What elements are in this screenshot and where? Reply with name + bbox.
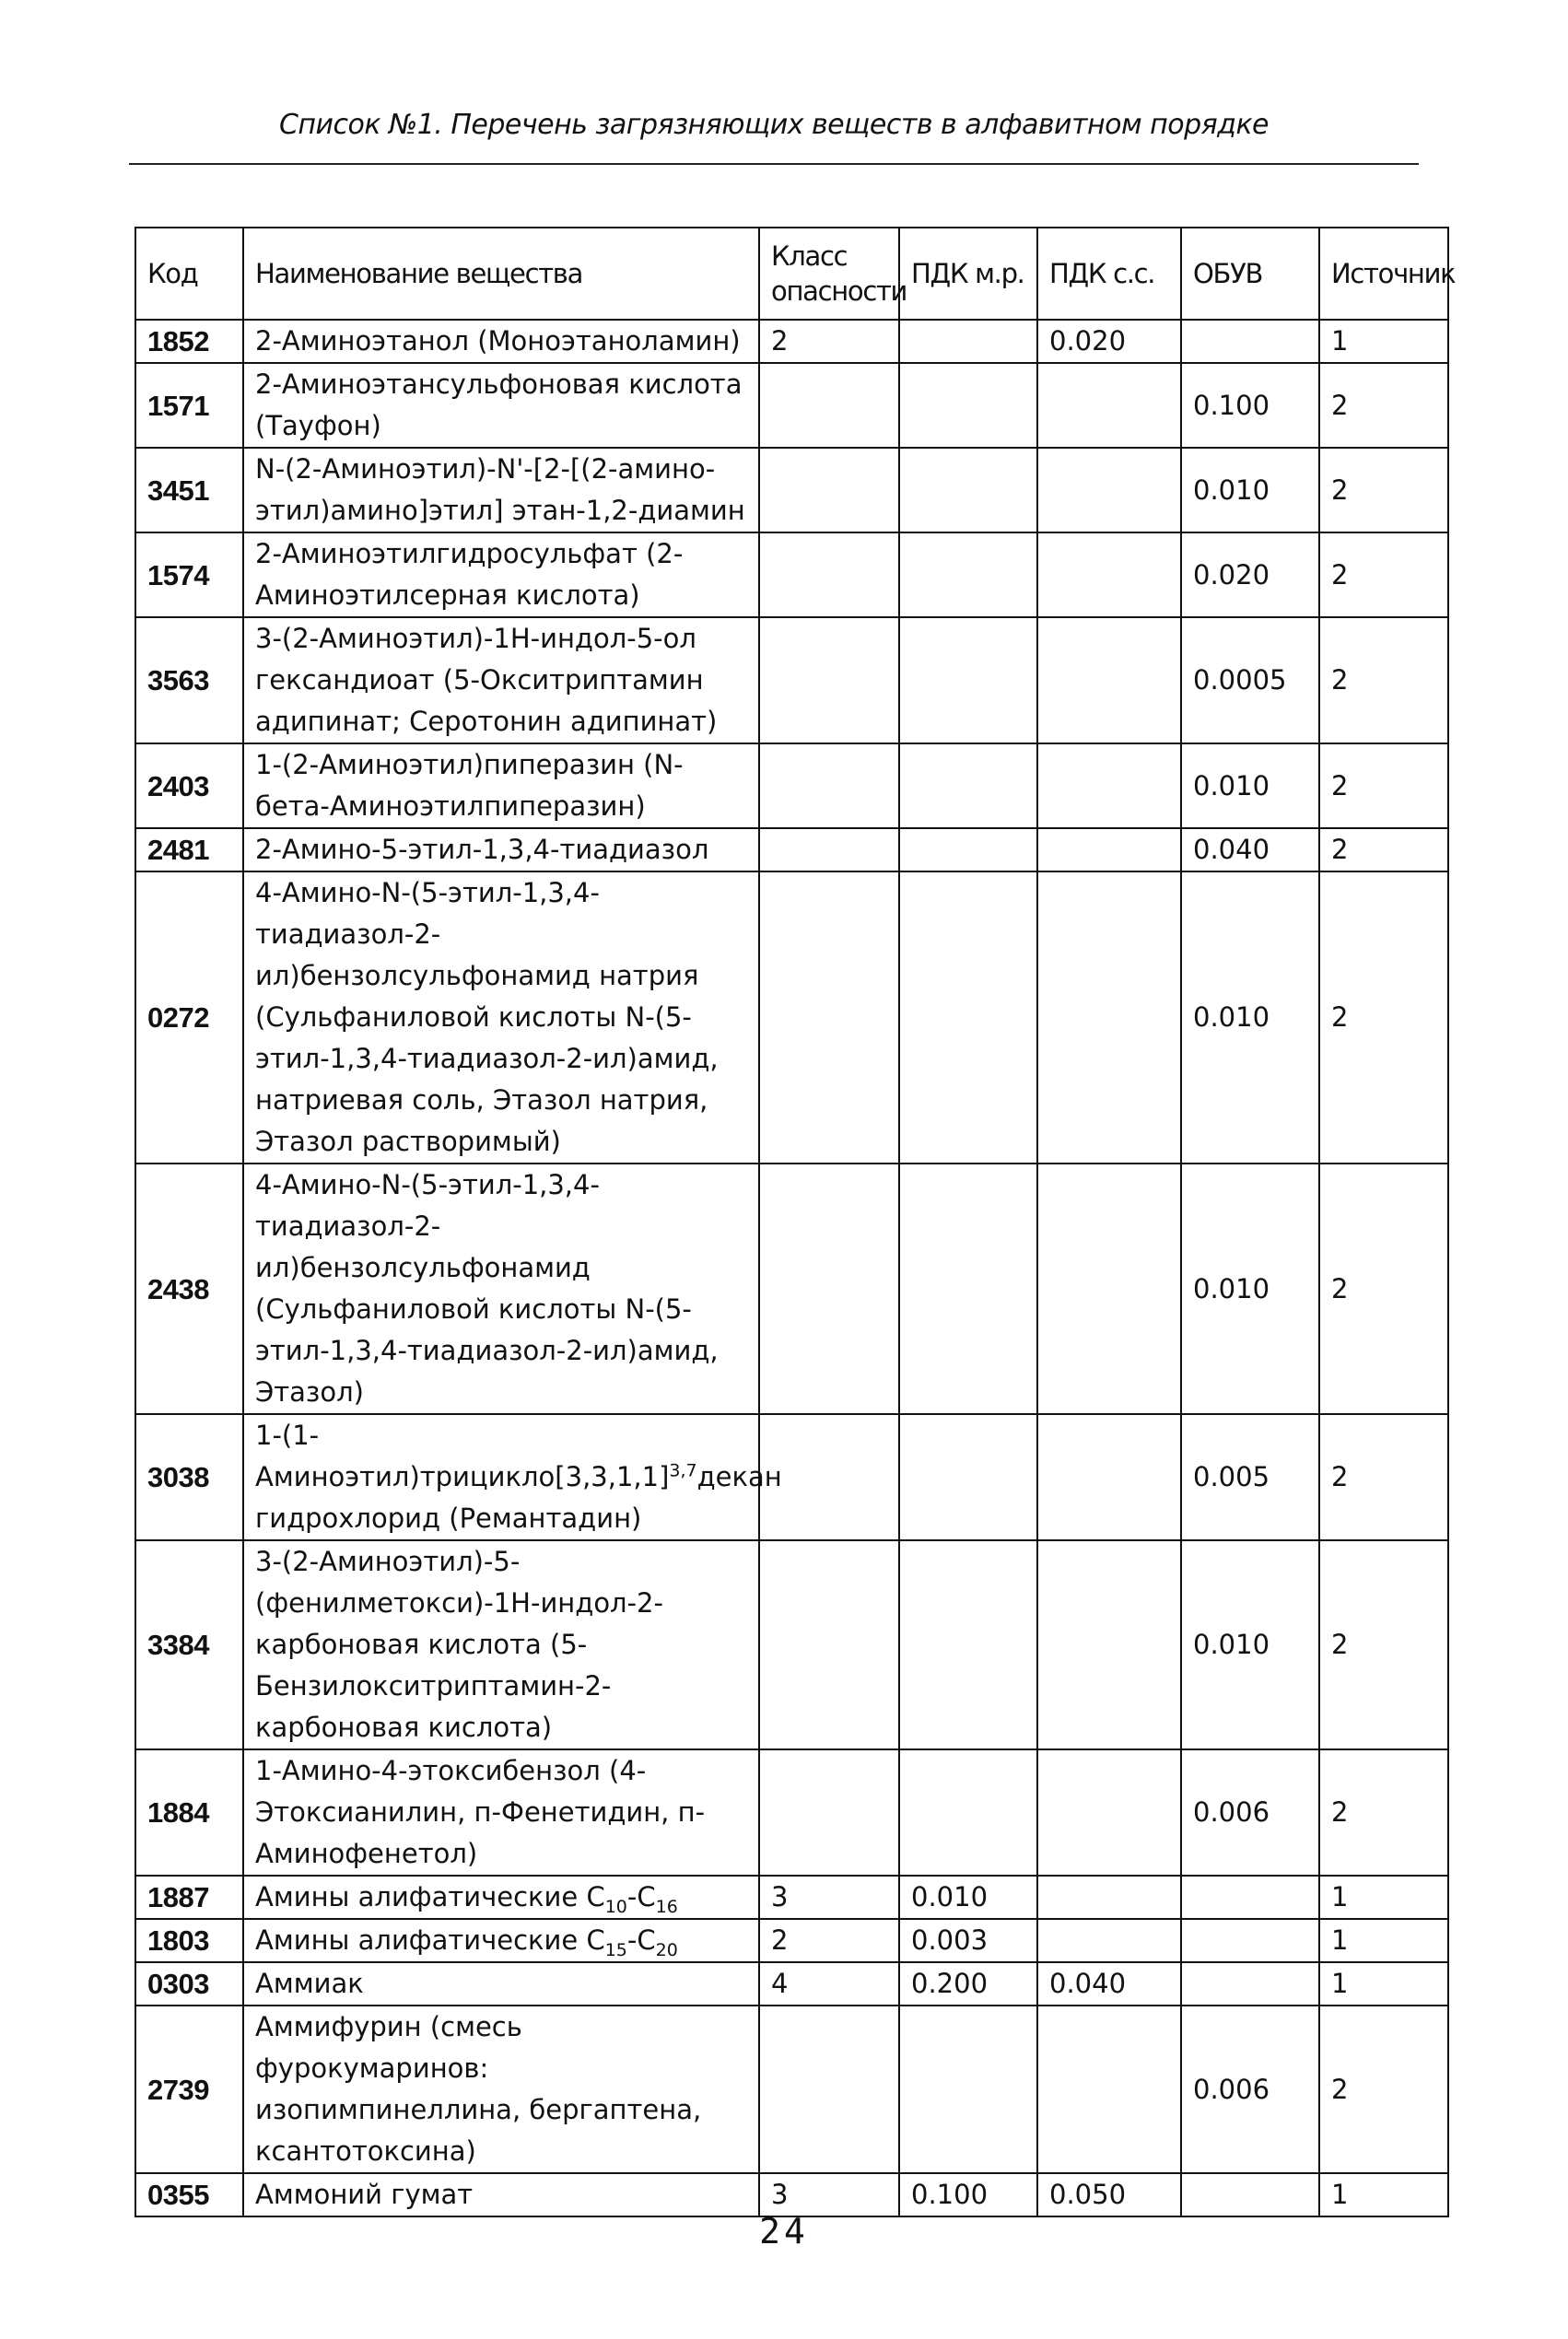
cell-obuv <box>1181 320 1319 363</box>
cell-obuv: 0.010 <box>1181 871 1319 1164</box>
table-row <box>135 1962 1448 2006</box>
cell-source: 2 <box>1319 828 1448 871</box>
cell-obuv: 0.010 <box>1181 448 1319 532</box>
cell-code: 3563 <box>135 617 243 743</box>
cell-code: 1571 <box>135 363 243 448</box>
cell-hazard <box>759 617 899 743</box>
cell-pdk-ss <box>1037 828 1181 871</box>
table-row <box>135 871 1448 1164</box>
cell-source: 2 <box>1319 1540 1448 1749</box>
cell-pdk-mr <box>899 617 1037 743</box>
cell-obuv: 0.006 <box>1181 2006 1319 2173</box>
cell-pdk-ss <box>1037 1164 1181 1414</box>
cell-pdk-mr: 0.010 <box>899 1876 1037 1919</box>
cell-source: 1 <box>1319 1962 1448 2006</box>
cell-pdk-ss <box>1037 617 1181 743</box>
cell-obuv: 0.020 <box>1181 532 1319 617</box>
cell-hazard <box>759 448 899 532</box>
table-row <box>135 532 1448 617</box>
cell-hazard: 3 <box>759 1876 899 1919</box>
cell-source: 2 <box>1319 448 1448 532</box>
column-header-pdk-mr: ПДК м.р. <box>899 228 1037 320</box>
cell-code: 1574 <box>135 532 243 617</box>
table-row <box>135 448 1448 532</box>
cell-pdk-mr <box>899 448 1037 532</box>
cell-obuv <box>1181 1962 1319 2006</box>
cell-name-part: 1-(1-Аминоэтил)трицикло[3,3,1,1] <box>255 1420 670 1492</box>
cell-name-mid: -C <box>626 1924 656 1956</box>
cell-hazard: 2 <box>759 1919 899 1962</box>
cell-pdk-mr <box>899 871 1037 1164</box>
table-row <box>135 1540 1448 1749</box>
substances-table <box>135 227 1456 2217</box>
cell-name: N-(2-Аминоэтил)-N'-[2-[(2-амино-этил)амино]этил] этан-1,2-диамин <box>243 448 759 532</box>
cell-pdk-mr <box>899 2006 1037 2173</box>
cell-code: 1884 <box>135 1749 243 1876</box>
cell-hazard <box>759 363 899 448</box>
cell-pdk-mr: 0.003 <box>899 1919 1037 1962</box>
cell-name <box>243 1876 759 1919</box>
cell-name <box>243 1919 759 1962</box>
cell-code: 1887 <box>135 1876 243 1919</box>
cell-code: 3038 <box>135 1414 243 1540</box>
cell-name: 2-Аминоэтансульфоновая кислота (Тауфон) <box>243 363 759 448</box>
cell-name-part: Амины алифатические C <box>255 1881 605 1912</box>
cell-obuv: 0.0005 <box>1181 617 1319 743</box>
column-header-pdk-ss: ПДК с.с. <box>1037 228 1181 320</box>
cell-hazard <box>759 532 899 617</box>
cell-pdk-mr: 0.200 <box>899 1962 1037 2006</box>
cell-obuv <box>1181 1876 1319 1919</box>
cell-code: 2481 <box>135 828 243 871</box>
table-row <box>135 1919 1448 1962</box>
table-row <box>135 1164 1448 1414</box>
table-row <box>135 363 1448 448</box>
cell-code: 2403 <box>135 743 243 828</box>
cell-hazard <box>759 1749 899 1876</box>
cell-hazard <box>759 1540 899 1749</box>
table-row <box>135 1876 1448 1919</box>
cell-pdk-ss <box>1037 1919 1181 1962</box>
cell-name-tail: декан гидрохлорид (Ремантадин) <box>255 1461 782 1534</box>
table-row <box>135 1414 1448 1540</box>
cell-pdk-ss: 0.020 <box>1037 320 1181 363</box>
cell-name-subscript: 16 <box>655 1896 678 1917</box>
cell-hazard <box>759 1164 899 1414</box>
cell-pdk-mr <box>899 828 1037 871</box>
cell-obuv: 0.040 <box>1181 828 1319 871</box>
table-row <box>135 743 1448 828</box>
cell-name: 3-(2-Аминоэтил)-1Н-индол-5-ол гександиоат (5-Окситриптамин адипинат; Серотонин адипинат) <box>243 617 759 743</box>
cell-name: Аммоний гумат <box>243 2173 759 2216</box>
table-header-row <box>135 228 1448 320</box>
cell-pdk-mr <box>899 743 1037 828</box>
cell-code: 1803 <box>135 1919 243 1962</box>
header-rule <box>129 163 1419 165</box>
cell-name: 4-Амино-N-(5-этил-1,3,4-тиадиазол-2-ил)бензолсульфонамид натрия (Сульфаниловой кислоты N-(5-этил-1,3,4-тиадиазол-2-ил)амид, натриевая соль, Этазол натрия, Этазол растворимый) <box>243 871 759 1164</box>
cell-name-part: Амины алифатические C <box>255 1924 605 1956</box>
cell-name: Аммиак <box>243 1962 759 2006</box>
cell-name: 1-(2-Аминоэтил)пиперазин (N-бета-Аминоэтилпиперазин) <box>243 743 759 828</box>
cell-hazard: 4 <box>759 1962 899 2006</box>
cell-pdk-mr <box>899 1414 1037 1540</box>
cell-hazard <box>759 871 899 1164</box>
cell-source: 2 <box>1319 2006 1448 2173</box>
cell-code: 0303 <box>135 1962 243 2006</box>
cell-pdk-ss <box>1037 363 1181 448</box>
cell-source: 2 <box>1319 363 1448 448</box>
cell-pdk-ss <box>1037 2006 1181 2173</box>
cell-pdk-ss <box>1037 1414 1181 1540</box>
cell-pdk-mr <box>899 1164 1037 1414</box>
page-header: Список №1. Перечень загрязняющих веществ в алфавитном порядке <box>278 109 1270 141</box>
column-header-obuv: ОБУВ <box>1181 228 1319 320</box>
column-header-hazard: Класс опасности <box>759 228 899 320</box>
cell-obuv: 0.006 <box>1181 1749 1319 1876</box>
cell-code: 2438 <box>135 1164 243 1414</box>
column-header-name: Наименование вещества <box>243 228 759 320</box>
cell-source: 2 <box>1319 1749 1448 1876</box>
cell-obuv: 0.010 <box>1181 1540 1319 1749</box>
cell-hazard: 2 <box>759 320 899 363</box>
table-row <box>135 2173 1448 2216</box>
table-row <box>135 617 1448 743</box>
cell-obuv: 0.005 <box>1181 1414 1319 1540</box>
cell-source: 2 <box>1319 1164 1448 1414</box>
page-number: 24 <box>759 2211 809 2251</box>
cell-code: 3384 <box>135 1540 243 1749</box>
cell-code: 0272 <box>135 871 243 1164</box>
cell-source: 2 <box>1319 1414 1448 1540</box>
cell-name-subscript: 20 <box>655 1939 678 1960</box>
column-header-source: Источник <box>1319 228 1448 320</box>
cell-name: 3-(2-Аминоэтил)-5-(фенилметокси)-1Н-индол-2-карбоновая кислота (5-Бензилокситриптамин-2-карбоновая кислота) <box>243 1540 759 1749</box>
cell-hazard: 3 <box>759 2173 899 2216</box>
cell-source: 1 <box>1319 1919 1448 1962</box>
cell-pdk-ss <box>1037 448 1181 532</box>
cell-name-mid: -C <box>626 1881 656 1912</box>
cell-pdk-mr <box>899 320 1037 363</box>
cell-obuv: 0.010 <box>1181 1164 1319 1414</box>
cell-pdk-ss <box>1037 1540 1181 1749</box>
cell-pdk-ss: 0.050 <box>1037 2173 1181 2216</box>
cell-name-superscript: 3,7 <box>669 1460 697 1481</box>
cell-source: 1 <box>1319 1876 1448 1919</box>
cell-code: 0355 <box>135 2173 243 2216</box>
cell-source: 1 <box>1319 320 1448 363</box>
cell-name-subscript: 10 <box>604 1896 627 1917</box>
cell-hazard <box>759 2006 899 2173</box>
cell-pdk-ss <box>1037 743 1181 828</box>
cell-source: 2 <box>1319 617 1448 743</box>
cell-hazard <box>759 743 899 828</box>
cell-source: 2 <box>1319 532 1448 617</box>
cell-code: 1852 <box>135 320 243 363</box>
cell-pdk-ss <box>1037 1876 1181 1919</box>
cell-pdk-ss <box>1037 1749 1181 1876</box>
cell-source: 2 <box>1319 871 1448 1164</box>
cell-name: 2-Аминоэтанол (Моноэтаноламин) <box>243 320 759 363</box>
table-row <box>135 828 1448 871</box>
cell-pdk-mr <box>899 1540 1037 1749</box>
cell-name: 2-Амино-5-этил-1,3,4-тиадиазол <box>243 828 759 871</box>
cell-pdk-mr: 0.100 <box>899 2173 1037 2216</box>
table-row <box>135 1749 1448 1876</box>
cell-obuv <box>1181 1919 1319 1962</box>
cell-obuv: 0.010 <box>1181 743 1319 828</box>
column-header-code: Код <box>135 228 243 320</box>
cell-pdk-ss <box>1037 532 1181 617</box>
cell-name: Аммифурин (смесь фурокумаринов: изопимпинеллина, бергаптена, ксантотоксина) <box>243 2006 759 2173</box>
cell-code: 2739 <box>135 2006 243 2173</box>
cell-name: 1-Амино-4-этоксибензол (4-Этоксианилин, п-Фенетидин, п-Аминофенетол) <box>243 1749 759 1876</box>
cell-pdk-mr <box>899 1749 1037 1876</box>
table-row <box>135 2006 1448 2173</box>
cell-source: 2 <box>1319 743 1448 828</box>
table-row <box>135 320 1448 363</box>
cell-source: 1 <box>1319 2173 1448 2216</box>
cell-name: 4-Амино-N-(5-этил-1,3,4-тиадиазол-2-ил)бензолсульфонамид (Сульфаниловой кислоты N-(5-этил-1,3,4-тиадиазол-2-ил)амид, Этазол) <box>243 1164 759 1414</box>
cell-pdk-mr <box>899 363 1037 448</box>
cell-code: 3451 <box>135 448 243 532</box>
cell-obuv <box>1181 2173 1319 2216</box>
cell-name: 2-Аминоэтилгидросульфат (2-Аминоэтилсерная кислота) <box>243 532 759 617</box>
cell-name <box>243 1414 782 1540</box>
cell-hazard <box>759 828 899 871</box>
cell-name-subscript: 15 <box>604 1939 627 1960</box>
cell-pdk-mr <box>899 532 1037 617</box>
cell-pdk-ss <box>1037 871 1181 1164</box>
cell-obuv: 0.100 <box>1181 363 1319 448</box>
cell-pdk-ss: 0.040 <box>1037 1962 1181 2006</box>
